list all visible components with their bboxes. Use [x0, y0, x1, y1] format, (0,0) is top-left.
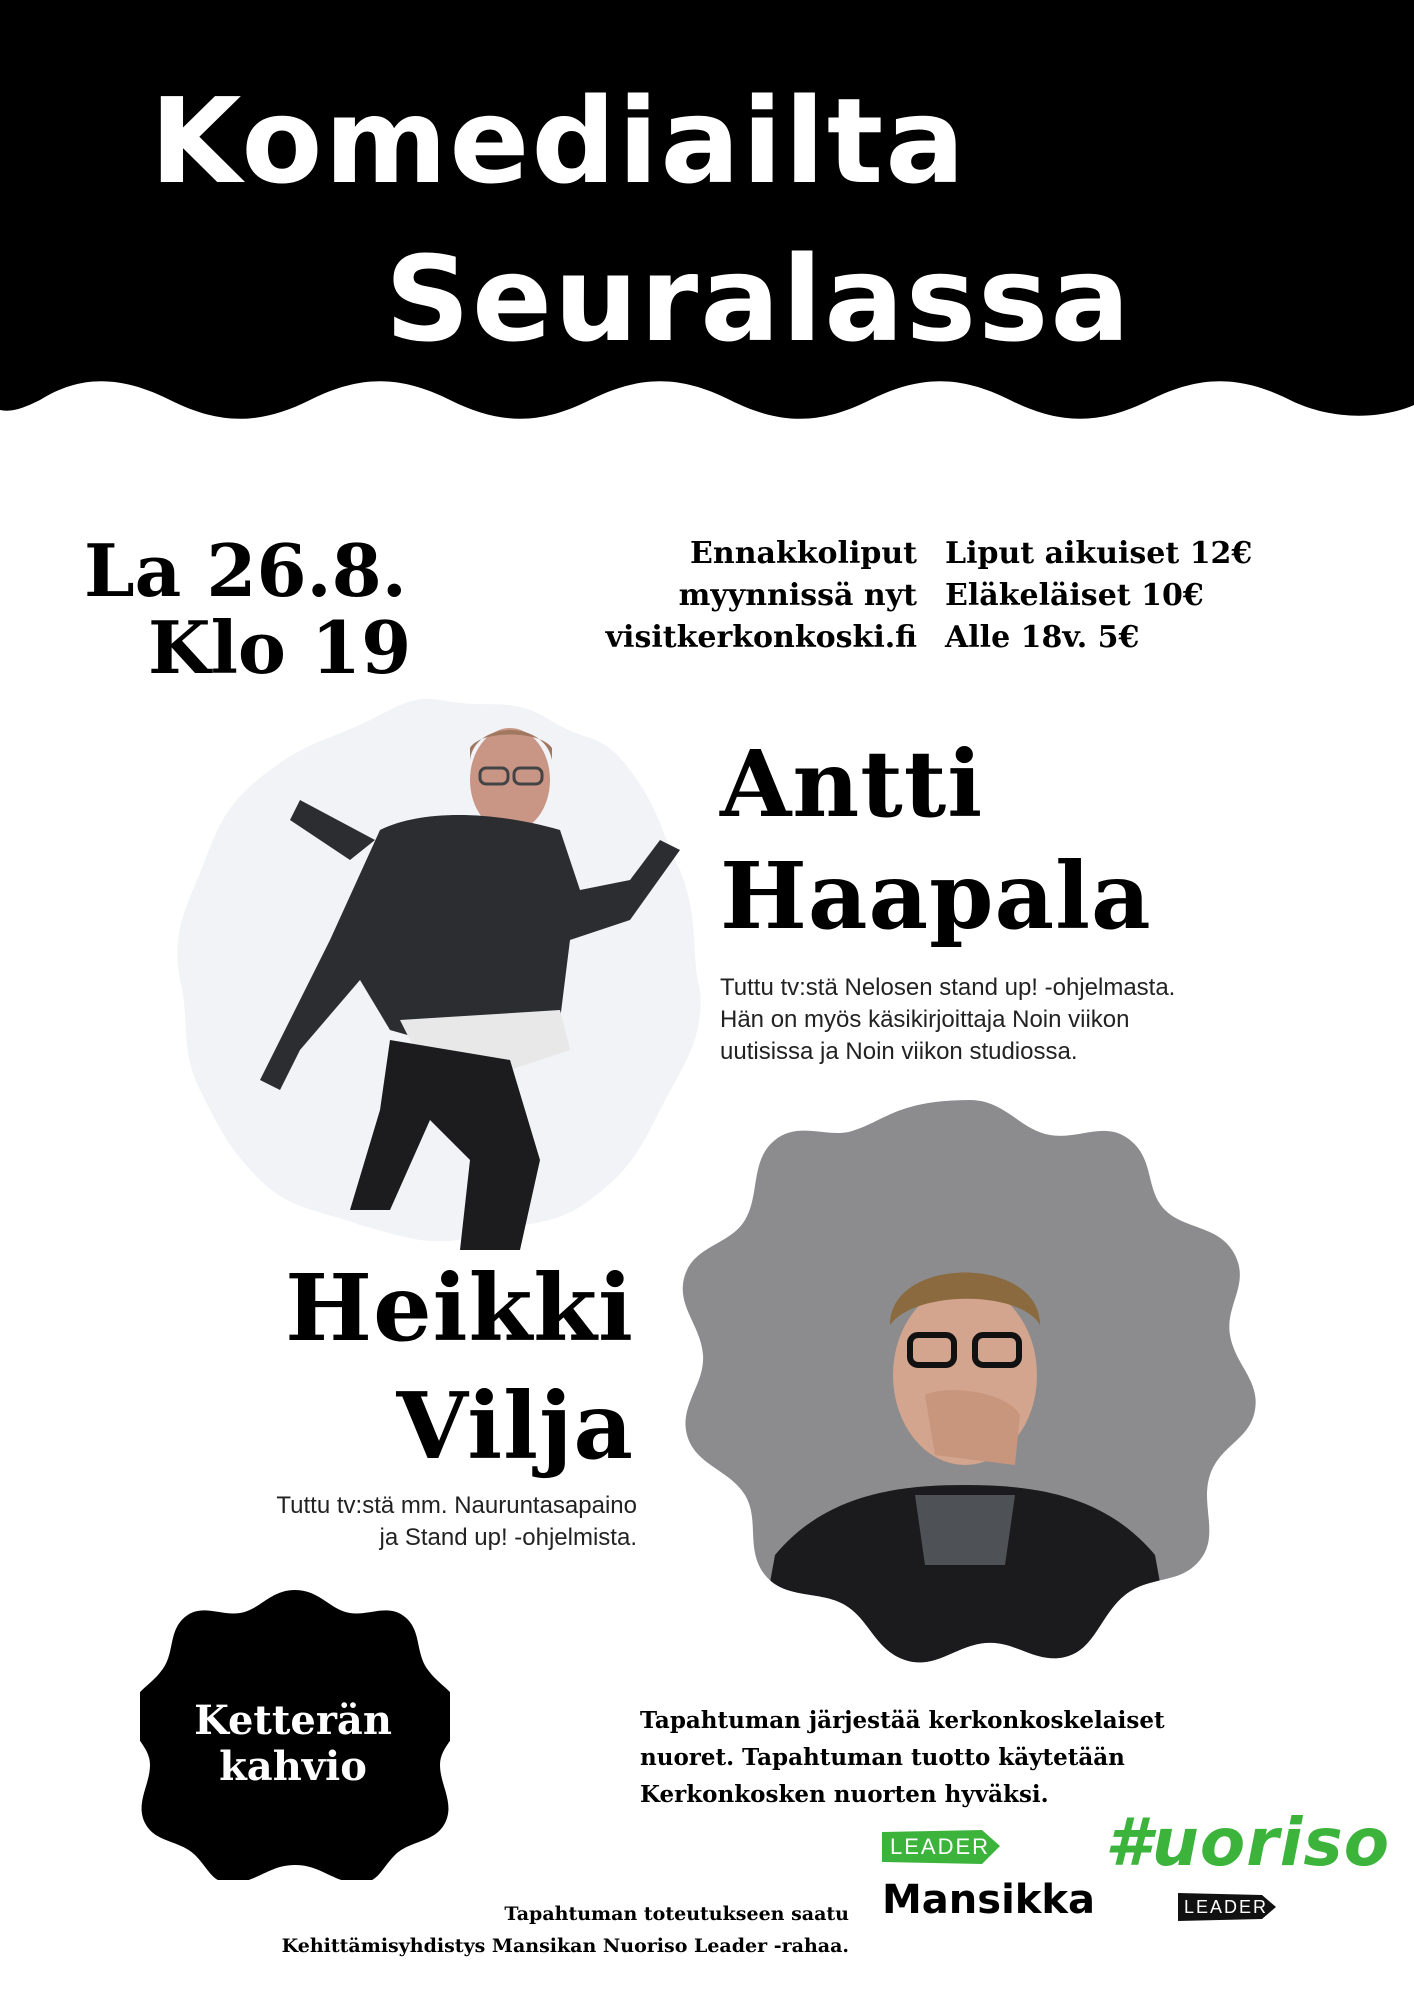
- funding-info: [282, 1898, 849, 1962]
- cafe-name: [148, 1698, 438, 1790]
- nuoriso-logo-text: #uoriso: [1105, 1804, 1391, 1881]
- performer-1-last-name: Haapala: [720, 842, 1152, 950]
- presale-info: [606, 533, 917, 659]
- performer-1-description: [720, 972, 1175, 1068]
- performer-2-last-name: Vilja: [396, 1372, 634, 1480]
- cafe-line: Ketterän: [194, 1697, 392, 1744]
- organizer-info: [640, 1702, 1165, 1813]
- mansikka-tag-text: LEADER: [890, 1834, 991, 1859]
- title-line-2: Seuralassa: [385, 230, 1133, 368]
- funding-line: Kehittämisyhdistys Mansikan Nuoriso Leader -rahaa.: [281, 1935, 849, 1957]
- description-line: ja Stand up! -ohjelmista.: [379, 1524, 637, 1551]
- description-line: Tuttu tv:stä Nelosen stand up! -ohjelmasta.: [720, 974, 1176, 1001]
- organizer-line: nuoret. Tapahtuman tuotto käytetään: [640, 1744, 1125, 1771]
- organizer-line: Kerkonkosken nuorten hyväksi.: [640, 1781, 1049, 1808]
- price-adults: Liput aikuiset 12€: [945, 536, 1253, 571]
- presale-line: Ennakkoliput: [690, 536, 917, 571]
- description-line: Hän on myös käsikirjoittaja Noin viikon: [720, 1006, 1130, 1033]
- description-line: uutisissa ja Noin viikon studiossa.: [720, 1038, 1078, 1065]
- heikki-vilja-photo: [675, 1095, 1265, 1665]
- presale-url: visitkerkonkoski.fi: [605, 620, 917, 655]
- performer-1-first-name: Antti: [720, 730, 984, 838]
- cafe-line: kahvio: [219, 1743, 367, 1790]
- mansikka-logo-text: Mansikka: [882, 1877, 1095, 1923]
- price-pensioners: Eläkeläiset 10€: [945, 578, 1204, 613]
- performer-2-first-name: Heikki: [285, 1254, 634, 1362]
- event-date: La 26.8.: [84, 528, 407, 613]
- presale-line: myynnissä nyt: [678, 578, 917, 613]
- antti-haapala-photo: [160, 690, 720, 1250]
- nuoriso-tag-text: LEADER: [1184, 1897, 1269, 1917]
- price-under-18: Alle 18v. 5€: [945, 620, 1140, 655]
- event-time: Klo 19: [148, 605, 412, 690]
- title-line-1: Komediailta: [150, 72, 967, 210]
- ticket-prices: [945, 533, 1252, 659]
- organizer-line: Tapahtuman järjestää kerkonkoskelaiset: [640, 1707, 1165, 1734]
- description-line: Tuttu tv:stä mm. Nauruntasapaino: [276, 1492, 637, 1519]
- performer-2-description: [276, 1490, 637, 1554]
- funding-line: Tapahtuman toteutukseen saatu: [504, 1903, 849, 1925]
